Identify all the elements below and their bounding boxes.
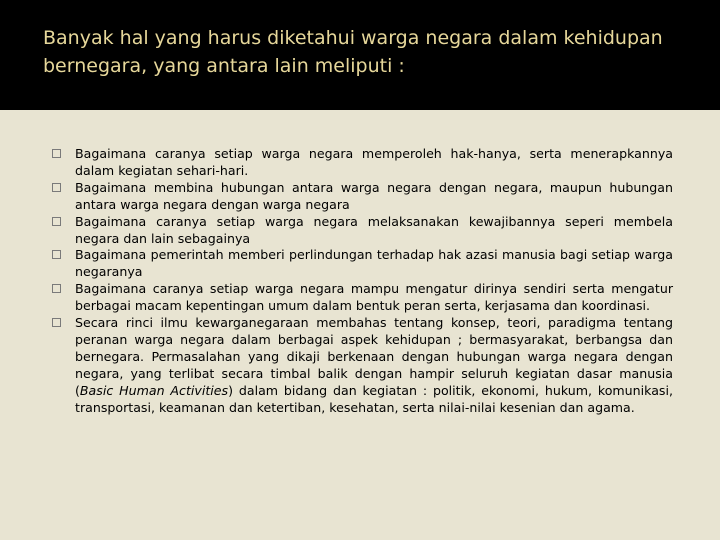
- square-bullet-icon: [52, 217, 61, 226]
- list-item-text: Bagaimana caranya setiap warga negara melaksanakan kewajibannya seperi membela negara dan lain sebagainya: [75, 213, 673, 246]
- list-item: [52, 281, 673, 315]
- slide-title: Banyak hal yang harus diketahui warga negara dalam kehidupan bernegara, yang antara lain meliputi :: [43, 27, 663, 77]
- list-item-text: Bagaimana caranya setiap warga negara memperoleh hak-hanya, serta menerapkannya dalam kegiatan sehari-hari.: [75, 146, 673, 178]
- list-item: [52, 214, 673, 248]
- text-italic: Basic Human Activities: [79, 382, 229, 398]
- list-item: [52, 146, 673, 180]
- square-bullet-icon: [52, 183, 61, 192]
- list-item-text: [75, 315, 673, 415]
- square-bullet-icon: [52, 250, 61, 259]
- list-item-text: Bagaimana membina hubungan antara warga negara dengan negara, maupun hubungan antara warga negara dengan warga negara: [75, 179, 673, 212]
- list-item-text: Bagaimana pemerintah memberi perlindungan terhadap hak azasi manusia bagi setiap warga negaranya: [75, 247, 673, 280]
- list-item: [52, 315, 673, 416]
- list-item-text: Bagaimana caranya setiap warga negara mampu mengatur dirinya sendiri serta mengatur berbagai macam kepentingan umum dalam bentuk peran serta, kerjasama dan koordinasi.: [75, 281, 673, 314]
- list-item: [52, 247, 673, 281]
- list-item: [52, 180, 673, 214]
- square-bullet-icon: [52, 284, 61, 293]
- square-bullet-icon: [52, 149, 61, 158]
- square-bullet-icon: [52, 318, 61, 327]
- bullet-list: [52, 146, 673, 417]
- text-after: ) dalam bidang dan kegiatan : politik, ekonomi, hukum, komunikasi, transportasi, keamanan dan ketertiban, kesehatan, serta nilai-nilai kesenian dan agama.: [75, 382, 673, 415]
- text-before: Secara rinci ilmu kewarganegaraan membahas tentang konsep, teori, paradigma tentang peranan warga negara dalam berbagai aspek kehidupan ; bermasyarakat, berbangsa dan bernegara. Permasalahan yang dikaji berkenaan dengan hubungan warga negara dengan negara, yang terlibat secara timbal balik dengan hampir seluruh kegiatan dasar manusia (: [75, 315, 673, 398]
